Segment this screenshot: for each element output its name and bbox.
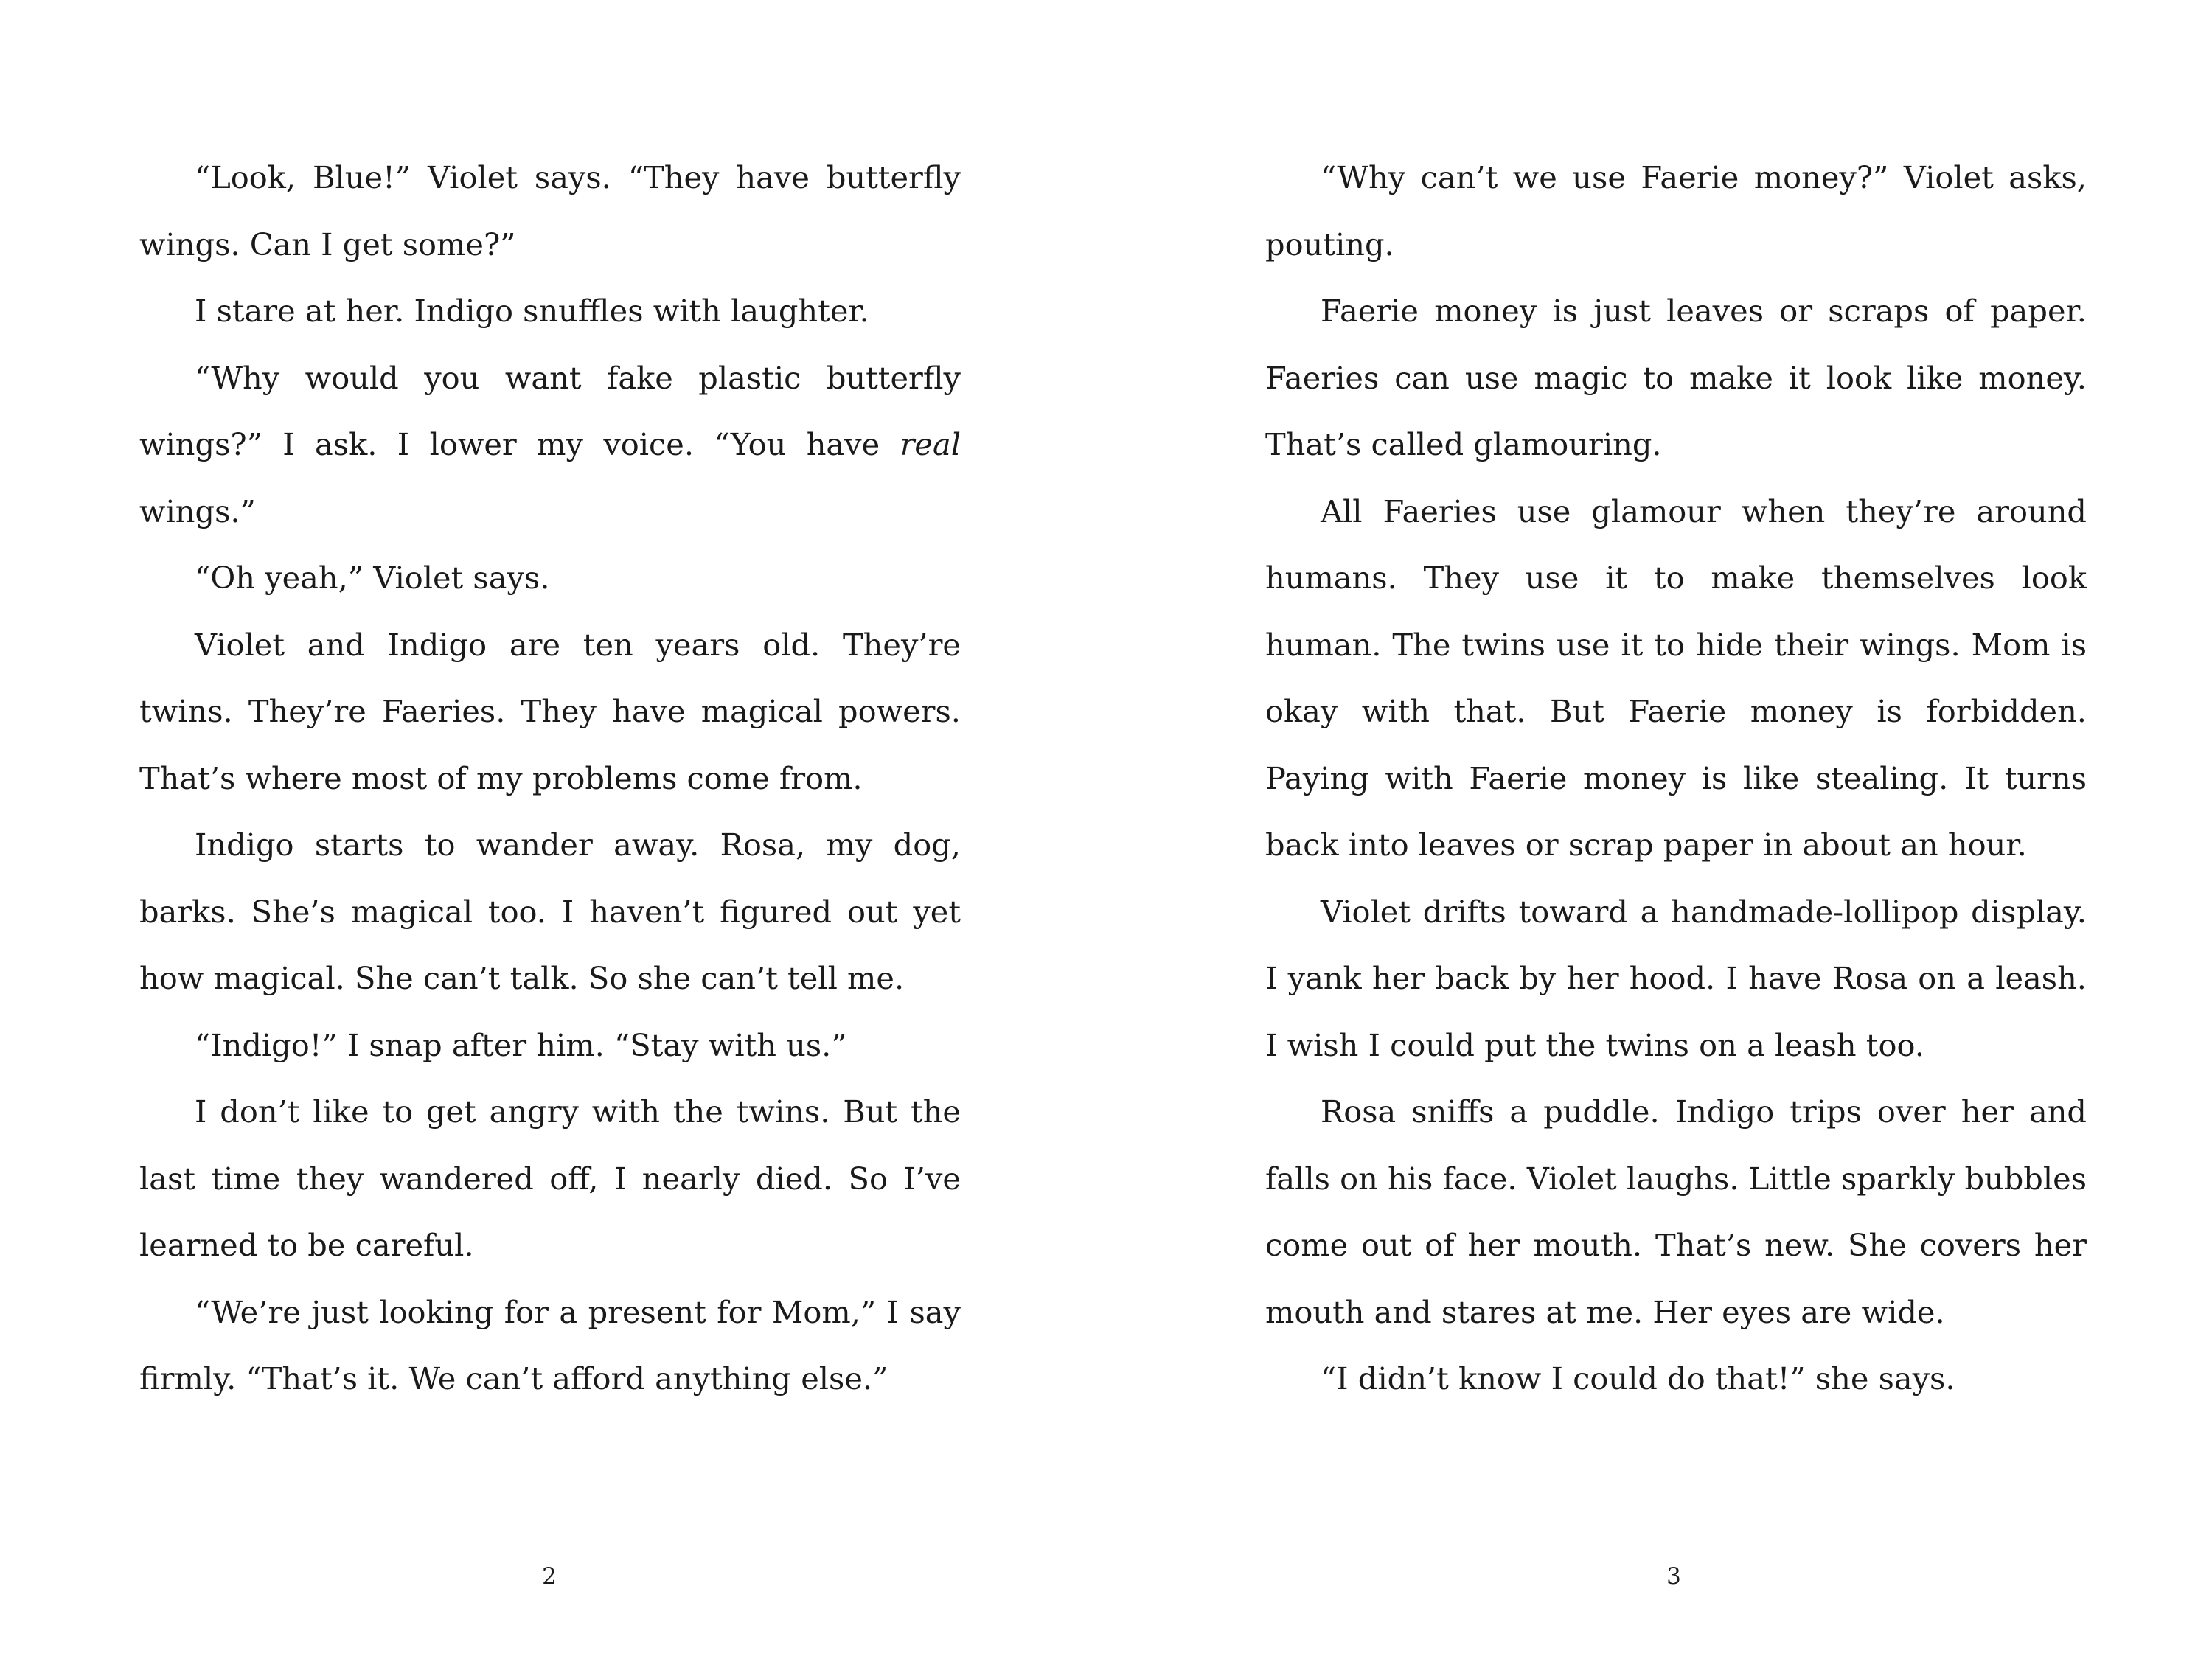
paragraph: Violet drifts toward a handmade-lollipop display. I yank her back by her hood. I have Rosa on a leash. I wish I could put the twins on a leash too.	[1265, 893, 2087, 1063]
paragraph: I stare at her. Indigo snuffles with laughter.	[195, 293, 869, 329]
paragraph: All Faeries use glamour when they’re around humans. They use it to make themselves look human. The twins use it to hide their wings. Mom is okay with that. But Faerie money is forbidden. Paying with Faerie money is like stealing. It turns back into leaves or scrap paper in about an hour.	[1265, 493, 2087, 863]
paragraph: Indigo starts to wander away. Rosa, my dog, barks. She’s magical too. I haven’t figured out yet how magical. She can’t talk. So she can’t tell me.	[139, 827, 961, 996]
emphasized-word: real	[900, 426, 961, 462]
paragraph: “Why can’t we use Faerie money?” Violet asks, pouting.	[1265, 159, 2087, 262]
paragraph: “We’re just looking for a present for Mom,” I say firmly. “That’s it. We can’t afford anything else.”	[139, 1293, 961, 1397]
page-number: 3	[1666, 1563, 1681, 1590]
left-page-text	[139, 145, 961, 1413]
paragraph: Faerie money is just leaves or scraps of paper. Faeries can use magic to make it look like money. That’s called glamouring.	[1265, 293, 2087, 462]
right-page-text	[1265, 145, 2087, 1413]
paragraph: Violet and Indigo are ten years old. They’re twins. They’re Faeries. They have magical powers. That’s where most of my problems come from.	[139, 626, 961, 796]
paragraph: “Indigo!” I snap after him. “Stay with us.”	[195, 1026, 847, 1063]
right-page	[1106, 0, 2212, 1659]
paragraph: I don’t like to get angry with the twins. But the last time they wandered off, I nearly died. So I’ve learned to be careful.	[139, 1093, 961, 1263]
paragraph: “Why would you want fake plastic butterfly wings?” I ask. I lower my voice. “You have real wings.”	[139, 359, 961, 529]
page-number: 2	[542, 1563, 557, 1590]
paragraph: “Oh yeah,” Violet says.	[195, 560, 550, 596]
paragraph: Rosa sniffs a puddle. Indigo trips over her and falls on his face. Violet laughs. Little sparkly bubbles come out of her mouth. That’s new. She covers her mouth and stares at me. Her eyes are wide.	[1265, 1093, 2087, 1330]
paragraph: “Look, Blue!” Violet says. “They have butterfly wings. Can I get some?”	[139, 159, 961, 262]
paragraph: “I didn’t know I could do that!” she says.	[1321, 1360, 1955, 1397]
